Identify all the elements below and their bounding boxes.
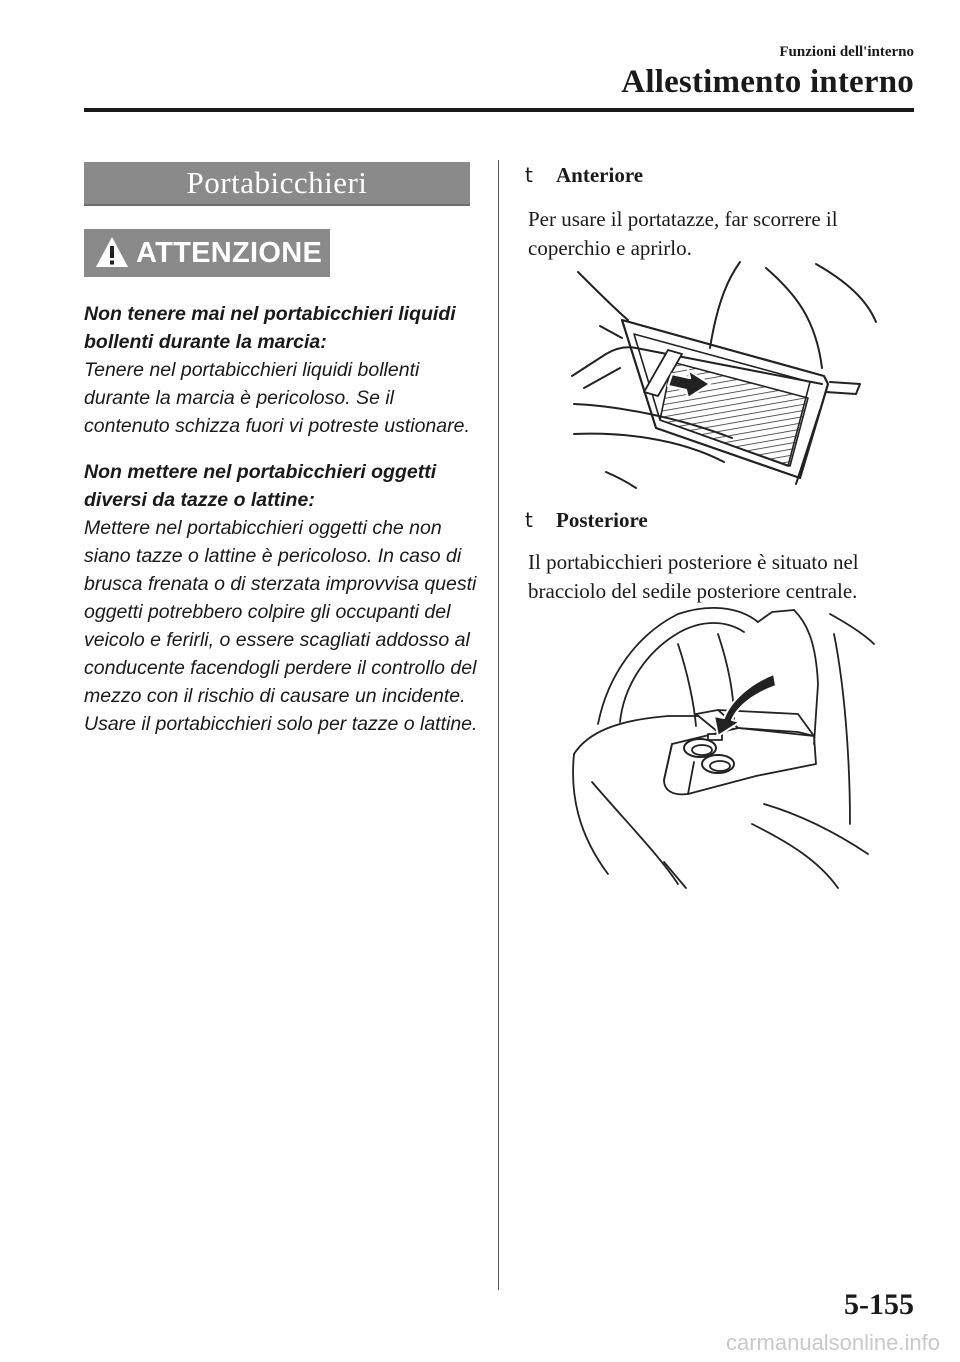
rear-cupholder-illustration: [568, 604, 878, 892]
warning-badge: [84, 229, 330, 277]
front-heading: [525, 163, 644, 188]
warning-block-1: [84, 300, 479, 440]
bullet-icon: t: [525, 508, 533, 532]
rear-body: Il portabicchieri posteriore è situato nel bracciolo del sedile posteriore centrale.: [528, 550, 859, 603]
section-banner: Portabicchieri: [84, 162, 470, 206]
rear-heading: [525, 508, 648, 533]
header-rule: [84, 108, 914, 112]
warning-heading-2: Non mettere nel portabicchieri oggetti diversi da tazze o lattine:: [84, 461, 437, 511]
warning-badge-label: ATTENZIONE: [136, 237, 323, 269]
warning-body-2: Mettere nel portabicchieri oggetti che non siano tazze o lattine è pericoloso. In caso di brusca frenata o di sterzata improvvisa questi oggetti potrebbero colpire gli occupanti del veicolo e ferirli, o essere scagliati addosso al conducente facendogli perdere il controllo del mezzo con il rischio di causare un incidente. Usare il portabicchieri solo per tazze o lattine.: [84, 517, 478, 735]
front-cupholder-illustration: [560, 258, 890, 490]
header-section-title: Allestimento interno: [621, 64, 914, 100]
warning-text: [84, 300, 479, 756]
header-chapter: Funzioni dell'interno: [779, 44, 914, 60]
bullet-icon: t: [525, 163, 533, 187]
warning-body-1: Tenere nel portabicchieri liquidi bollenti durante la marcia è pericoloso. Se il contenuto schizza fuori vi potreste ustionare.: [84, 359, 470, 437]
front-body: Per usare il portatazze, far scorrere il coperchio e aprirlo.: [528, 207, 838, 260]
warning-heading-1: Non tenere mai nel portabicchieri liquidi bollenti durante la marcia:: [84, 303, 456, 353]
page-number: 5-155: [844, 1288, 914, 1321]
column-divider: [498, 160, 499, 1290]
watermark: carmanualsonline.info: [725, 1330, 940, 1355]
warning-triangle-icon: [94, 235, 130, 269]
rear-heading-label: Posteriore: [556, 508, 648, 532]
front-heading-label: Anteriore: [556, 163, 644, 187]
warning-block-2: [84, 458, 479, 738]
